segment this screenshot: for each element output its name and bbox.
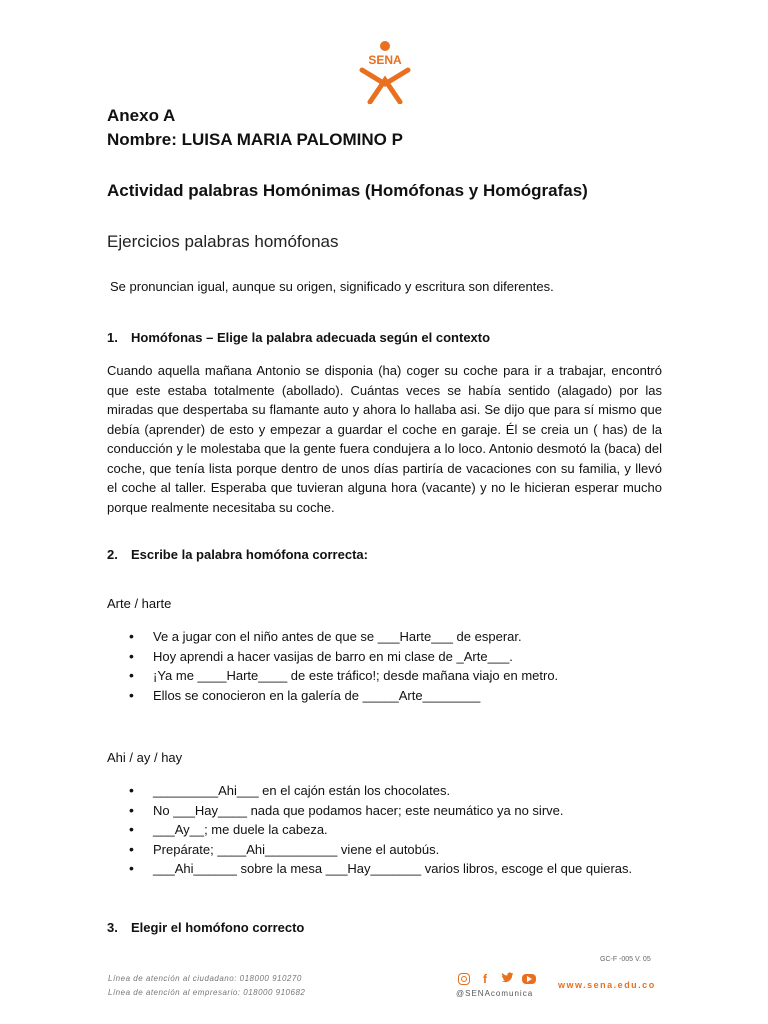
section-1-title: Homófonas – Elige la palabra adecuada según el contexto (131, 330, 491, 345)
list-item: • Ve a jugar con el niño antes de que se ___Harte___ de esperar. (107, 627, 558, 647)
list-item: • Ellos se conocieron en la galería de _____Arte________ (107, 686, 558, 706)
social-handle: @SENAcomunica (456, 989, 534, 998)
section-1-heading (107, 330, 490, 345)
activity-title: Actividad palabras Homónimas (Homófonas y Homógrafas) (107, 181, 588, 200)
youtube-icon[interactable] (522, 974, 536, 984)
list-item: • ___Ay__; me duele la cabeza. (107, 820, 632, 840)
group-1-list (107, 627, 558, 705)
website-link[interactable]: www.sena.edu.co (558, 980, 656, 990)
sena-logo (356, 40, 414, 104)
facebook-icon[interactable]: f (483, 972, 487, 986)
section-1-paragraph: Cuando aquella mañana Antonio se disponia (ha) coger su coche para ir a trabajar, encontró que este estaba totalmente (abollado). Cuántas veces se había sentido (alagado) por las miradas que despertaba su flamante auto y ahora lo hallaba asi. Se dijo que para sí mismo que debía (aprender) de esto y empezar a guardar el coche en garaje. Él se creia un ( has) de la conducción y le molestaba que la gente fuera condujera a lo loco. Antonio desmotó la (baca) del coche, que tenía lista porque dentro de unos días partiría de vacaciones con su familia, y llevó el coche al taller. Esperaba que tuvieran alguna hora (vacante) y no le hicieran esperar mucho porque realmente necesitaba su coche. (107, 363, 662, 515)
list-item: • No ___Hay____ nada que podamos hacer; este neumático ya no sirve. (107, 801, 632, 821)
section-1-number: 1. (107, 330, 118, 345)
footer-contact (108, 972, 305, 1000)
intro-text: Se pronuncian igual, aunque su origen, significado y escritura son diferentes. (110, 279, 554, 294)
group-2-label: Ahi / ay / hay (107, 750, 183, 765)
section-3-heading (107, 920, 304, 935)
exercises-subtitle: Ejercicios palabras homófonas (107, 232, 339, 251)
business-line: Línea de atención al empresario: 018000 910682 (108, 988, 306, 997)
section-2-title: Escribe la palabra homófona correcta: (131, 547, 368, 562)
list-item: • ___Ahi______ sobre la mesa ___Hay_______ varios libros, escoge el que quieras. (107, 859, 632, 879)
section-3-number: 3. (107, 920, 118, 935)
list-item: • Prepárate; ____Ahi__________ viene el autobús. (107, 840, 632, 860)
twitter-icon[interactable] (500, 972, 514, 986)
instagram-icon[interactable] (458, 973, 470, 985)
section-2-heading (107, 547, 368, 562)
form-code: GC-F -005 V. 05 (600, 956, 651, 963)
list-item: • Hoy aprendi a hacer vasijas de barro en mi clase de _Arte___. (107, 647, 558, 667)
list-item: • _________Ahi___ en el cajón están los chocolates. (107, 781, 632, 801)
section-3-title: Elegir el homófono correcto (131, 920, 305, 935)
group-1-label: Arte / harte (107, 596, 172, 611)
list-item: • ¡Ya me ____Harte____ de este tráfico!; desde mañana viajo en metro. (107, 666, 558, 686)
citizen-line: Línea de atención al ciudadano: 018000 910270 (108, 974, 302, 983)
section-2-number: 2. (107, 547, 118, 562)
group-2-list (107, 781, 632, 879)
student-name: Nombre: LUISA MARIA PALOMINO P (107, 130, 403, 149)
social-icons (458, 972, 536, 986)
logo-text: SENA (368, 53, 402, 67)
anexo-title: Anexo A (107, 106, 176, 125)
